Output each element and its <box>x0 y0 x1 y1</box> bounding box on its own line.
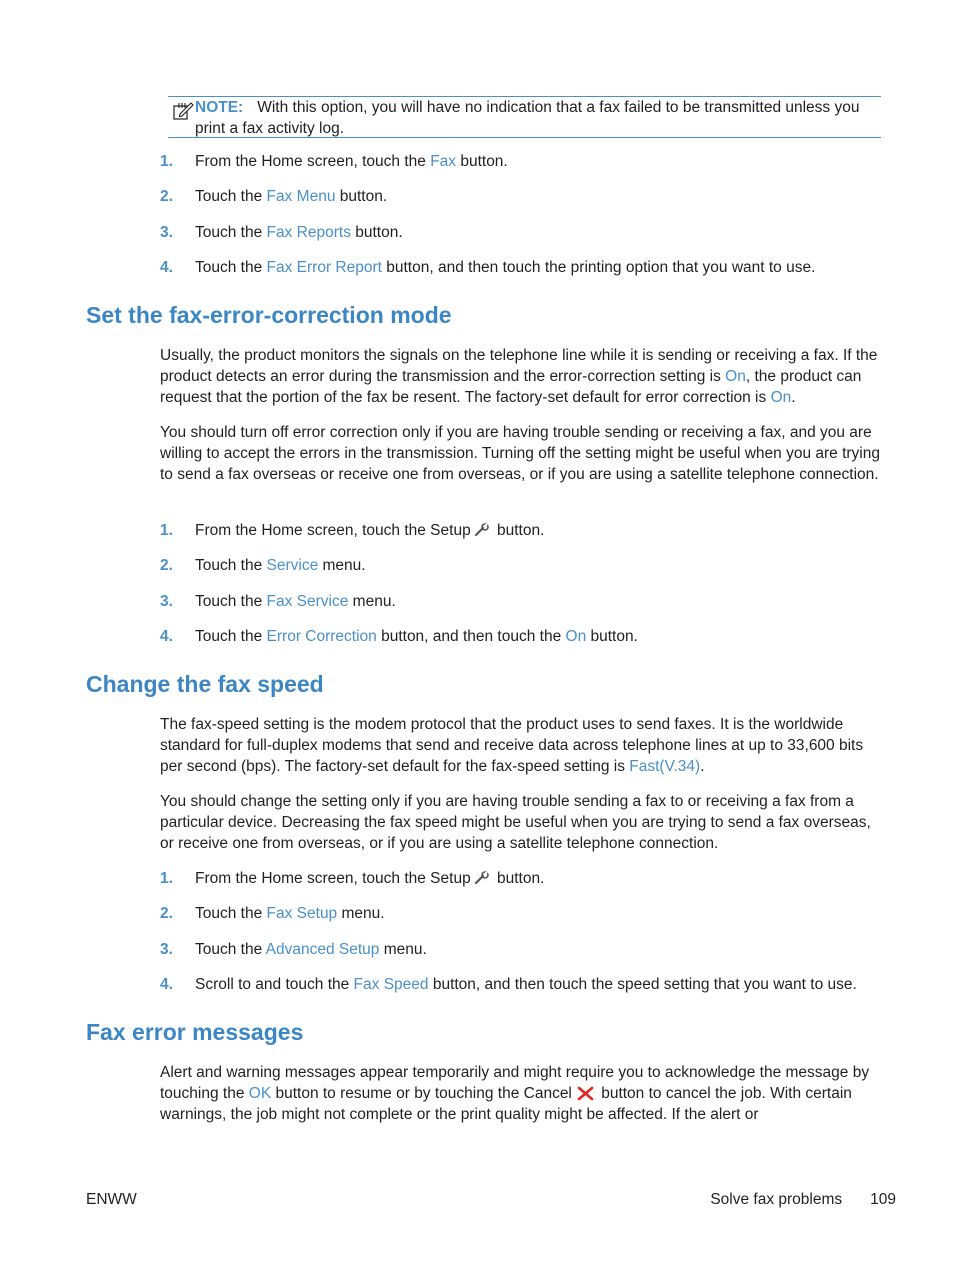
ui-term: Fax Speed <box>353 976 429 993</box>
ui-term: Fax Error Report <box>266 259 382 276</box>
step-text: Touch the Fax Error Report button, and then touch the printing option that you want to use. <box>195 259 816 276</box>
step-number: 2. <box>160 188 173 205</box>
step-item <box>160 555 890 577</box>
cancel-x-icon <box>577 1086 594 1101</box>
step-item <box>160 626 890 648</box>
step-number: 4. <box>160 976 173 993</box>
step-text: Touch the Fax Service menu. <box>195 593 396 610</box>
footer-section: Solve fax problems <box>710 1191 843 1208</box>
step-number: 4. <box>160 628 173 645</box>
step-item <box>160 974 890 996</box>
ui-term: On <box>565 628 587 645</box>
note-box <box>168 96 881 138</box>
step-item <box>160 939 890 961</box>
footer-left: ENWW <box>86 1191 137 1208</box>
step-number: 3. <box>160 941 173 958</box>
section-heading: Fax error messages <box>86 1019 304 1045</box>
step-item <box>160 868 890 890</box>
section-heading: Change the fax speed <box>86 671 324 697</box>
step-item <box>160 186 890 208</box>
ui-term: Fast(V.34) <box>629 758 701 775</box>
ui-term: Fax Reports <box>266 224 351 241</box>
footer-right <box>710 1189 896 1210</box>
step-number: 1. <box>160 522 173 539</box>
ui-term: Error Correction <box>266 628 377 645</box>
wrench-icon <box>474 523 490 537</box>
note-label: NOTE: <box>195 99 244 116</box>
paragraph: Alert and warning messages appear temporarily and might require you to acknowledge the message by touching the OK button to resume or by touching the Cancel button to cancel the job. With certain warnings, the job might not complete or the print quality might be affected. If the alert or <box>160 1064 870 1123</box>
ui-term: On <box>770 389 792 406</box>
step-text: Touch the Fax Setup menu. <box>195 905 385 922</box>
step-number: 3. <box>160 593 173 610</box>
section-heading: Set the fax-error-correction mode <box>86 302 452 328</box>
step-item <box>160 903 890 925</box>
step-text: Touch the Fax Menu button. <box>195 188 388 205</box>
ui-term: Fax Menu <box>266 188 336 205</box>
step-text: Scroll to and touch the Fax Speed button, and then touch the speed setting that you want to use. <box>195 976 857 993</box>
step-item <box>160 257 890 279</box>
step-item <box>160 222 890 244</box>
step-item <box>160 591 890 613</box>
step-number: 2. <box>160 905 173 922</box>
ui-term: On <box>725 368 746 385</box>
ui-term: Fax Service <box>266 593 349 610</box>
ui-term: Fax <box>430 153 457 170</box>
step-text: From the Home screen, touch the Setup button. <box>195 522 545 539</box>
step-number: 1. <box>160 870 173 887</box>
step-number: 1. <box>160 153 173 170</box>
ui-term: Fax Setup <box>266 905 338 922</box>
step-text: Touch the Error Correction button, and then touch the On button. <box>195 628 638 645</box>
step-text: Touch the Fax Reports button. <box>195 224 403 241</box>
note-pencil-icon <box>172 99 194 121</box>
note-text <box>195 97 875 139</box>
step-number: 3. <box>160 224 173 241</box>
step-item <box>160 151 890 173</box>
step-number: 2. <box>160 557 173 574</box>
note-body: With this option, you will have no indication that a fax failed to be transmitted unless you print a fax activity log. <box>195 99 860 137</box>
wrench-icon <box>474 871 490 885</box>
page-number: 109 <box>870 1191 896 1208</box>
step-text: From the Home screen, touch the Setup button. <box>195 870 545 887</box>
paragraph: Usually, the product monitors the signals on the telephone line while it is sending or receiving a fax. If the product detects an error during the transmission and the error-correction setting is On, the product can request that the portion of the fax be resent. The factory-set default for error correction is On. <box>160 347 878 406</box>
ui-term: Service <box>266 557 319 574</box>
step-text: Touch the Advanced Setup menu. <box>195 941 427 958</box>
ui-term: OK <box>248 1085 272 1102</box>
paragraph: You should turn off error correction only if you are having trouble sending or receiving a fax, and you are willing to accept the errors in the transmission. Turning off the setting might be useful when you are trying to send a fax overseas or receive one from overseas, or if you are using a satellite telephone connection. <box>160 424 880 483</box>
step-item <box>160 520 890 542</box>
paragraph: You should change the setting only if you are having trouble sending a fax to or receiving a fax from a particular device. Decreasing the fax speed might be useful when you are trying to send a fax overseas, or receive one from overseas, or if you are using a satellite telephone connection. <box>160 793 871 852</box>
step-text: From the Home screen, touch the Fax button. <box>195 153 508 170</box>
step-text: Touch the Service menu. <box>195 557 366 574</box>
paragraph: The fax-speed setting is the modem protocol that the product uses to send faxes. It is the worldwide standard for full-duplex modems that send and receive data across telephone lines at up to 33,600 bits per second (bps). The factory-set default for the fax-speed setting is Fast(V.34). <box>160 716 864 775</box>
step-number: 4. <box>160 259 173 276</box>
ui-term: Advanced Setup <box>265 941 380 958</box>
